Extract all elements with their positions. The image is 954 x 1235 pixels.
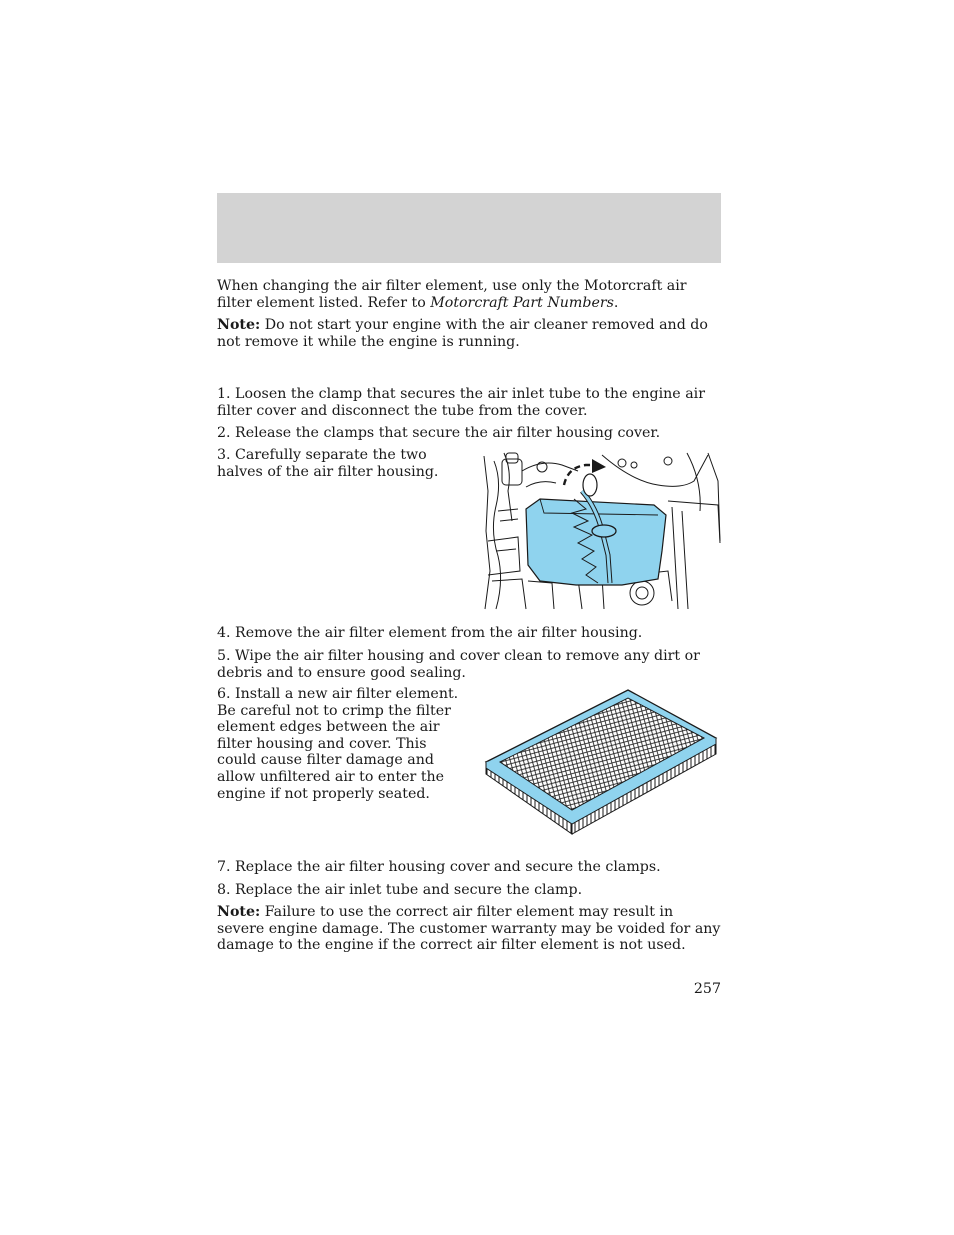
step-2: 2. Release the clamps that secure the air filter housing cover. [217, 425, 661, 441]
note-label: Note: [217, 317, 261, 333]
step-6: 6. Install a new air filter element. Be careful not to crimp the filter element edges between the air filter housing and cover. This could cause filter damage and allow unfiltered air to enter the engine if not properly seated. [217, 686, 459, 802]
intro-end: . [613, 294, 619, 311]
note-paragraph-2 [217, 904, 722, 954]
note-paragraph-1 [217, 317, 722, 350]
step-3: 3. Carefully separate the two halves of the air filter housing. [217, 447, 439, 480]
step-5: 5. Wipe the air filter housing and cover clean to remove any dirt or debris and to ensure good sealing. [217, 648, 700, 681]
page-number: 257 [693, 981, 721, 997]
note-text: Do not start your engine with the air cleaner removed and do not remove it while the engine is running. [217, 317, 708, 350]
step-4: 4. Remove the air filter element from the air filter housing. [217, 625, 643, 641]
step-1: 1. Loosen the clamp that secures the air inlet tube to the engine air filter cover and disconnect the tube from the cover. [217, 386, 705, 419]
intro-paragraph [217, 278, 722, 311]
section-header-band [217, 193, 721, 263]
part-numbers-reference: Motorcraft Part Numbers [430, 294, 614, 311]
intro-text: When changing the air filter element, use only the Motorcraft air filter element listed. Refer to [217, 278, 687, 311]
step-8: 8. Replace the air inlet tube and secure the clamp. [217, 882, 583, 898]
note-label: Note: [217, 904, 261, 920]
note-text: Failure to use the correct air filter element may result in severe engine damage. The customer warranty may be voided for any damage to the engine if the correct air filter element is not used. [217, 904, 721, 954]
step-7: 7. Replace the air filter housing cover and secure the clamps. [217, 859, 661, 875]
air-filter-housing-illustration [482, 451, 721, 610]
air-filter-element-illustration [482, 688, 720, 838]
